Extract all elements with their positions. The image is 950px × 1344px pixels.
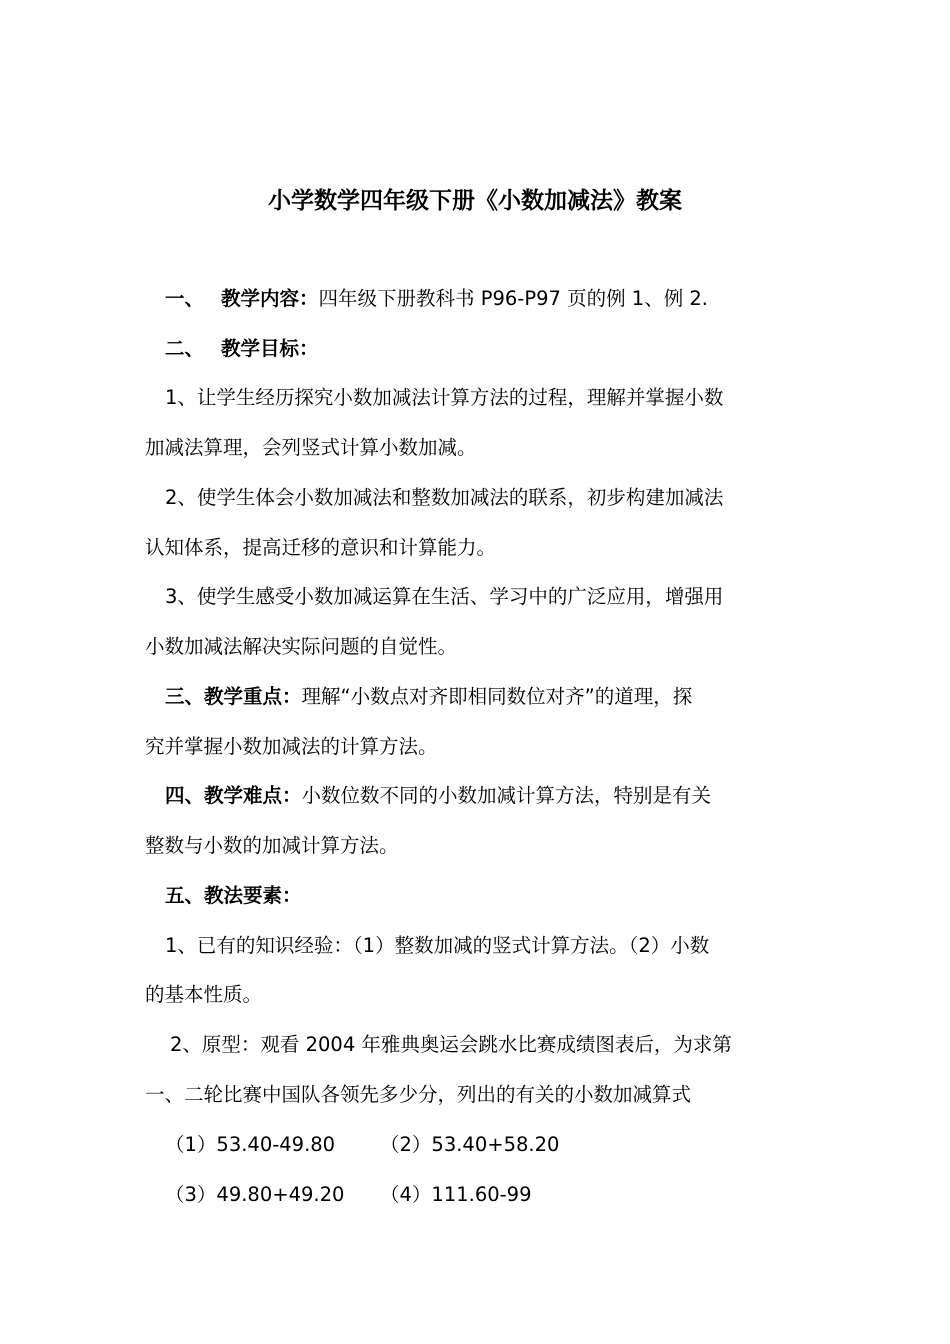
section-teaching-goals [165,334,319,364]
document-title: 小学数学四年级下册《小数加减法》教案 [268,188,682,214]
section-text: 理解“小数点对齐即相同数位对齐”的道理，探 [301,685,693,708]
section-method-elements [165,881,302,911]
formula-3: （3）49.80+49.20 [165,1183,345,1206]
section-label: 四、教学难点： [165,784,302,807]
formula-4: （4）111.60-99 [380,1183,532,1206]
element-2-line-2: 一、二轮比赛中国队各领先多少分，列出的有关的小数加减算式 [145,1083,692,1106]
goal-1-line-1: 1、让学生经历探究小数加减法计算方法的过程，理解并掌握小数 [165,386,724,409]
section-difficulties [165,781,711,811]
formula-2: （2）53.40+58.20 [380,1133,560,1156]
section-label: 教学目标： [221,337,319,360]
section-text: 小数位数不同的小数加减计算方法，特别是有关 [301,784,712,807]
goal-3-line-1: 3、使学生感受小数加减运算在生活、学习中的广泛应用，增强用 [165,585,724,608]
formula-1: （1）53.40-49.80 [165,1133,336,1156]
section-key-points [165,682,692,712]
element-2-line-1: 2、原型：观看 2004 年雅典奥运会跳水比赛成绩图表后，为求第 [170,1033,732,1056]
goal-1-line-2: 加减法算理，会列竖式计算小数加减。 [145,436,477,459]
section-number: 二、 [165,337,205,360]
element-1-line-2: 的基本性质。 [145,983,263,1006]
goal-3-line-2: 小数加减法解决实际问题的自觉性。 [145,635,458,658]
element-1-line-1: 1、已有的知识经验：（1）整数加减的竖式计算方法。（2）小数 [165,934,710,957]
section-label: 五、教法要素： [165,884,302,907]
key-points-line-2: 究并掌握小数加减法的计算方法。 [145,735,438,758]
section-label: 教学内容： [221,287,319,310]
goal-2-line-2: 认知体系，提高迁移的意识和计算能力。 [145,536,497,559]
section-teaching-content [165,284,708,314]
difficulties-line-2: 整数与小数的加减计算方法。 [145,834,399,857]
section-label: 三、教学重点： [165,685,302,708]
section-text: 四年级下册教科书 P96-P97 页的例 1、例 2. [318,287,709,310]
goal-2-line-1: 2、使学生体会小数加减法和整数加减法的联系，初步构建加减法 [165,486,724,509]
section-number: 一、 [165,287,205,310]
